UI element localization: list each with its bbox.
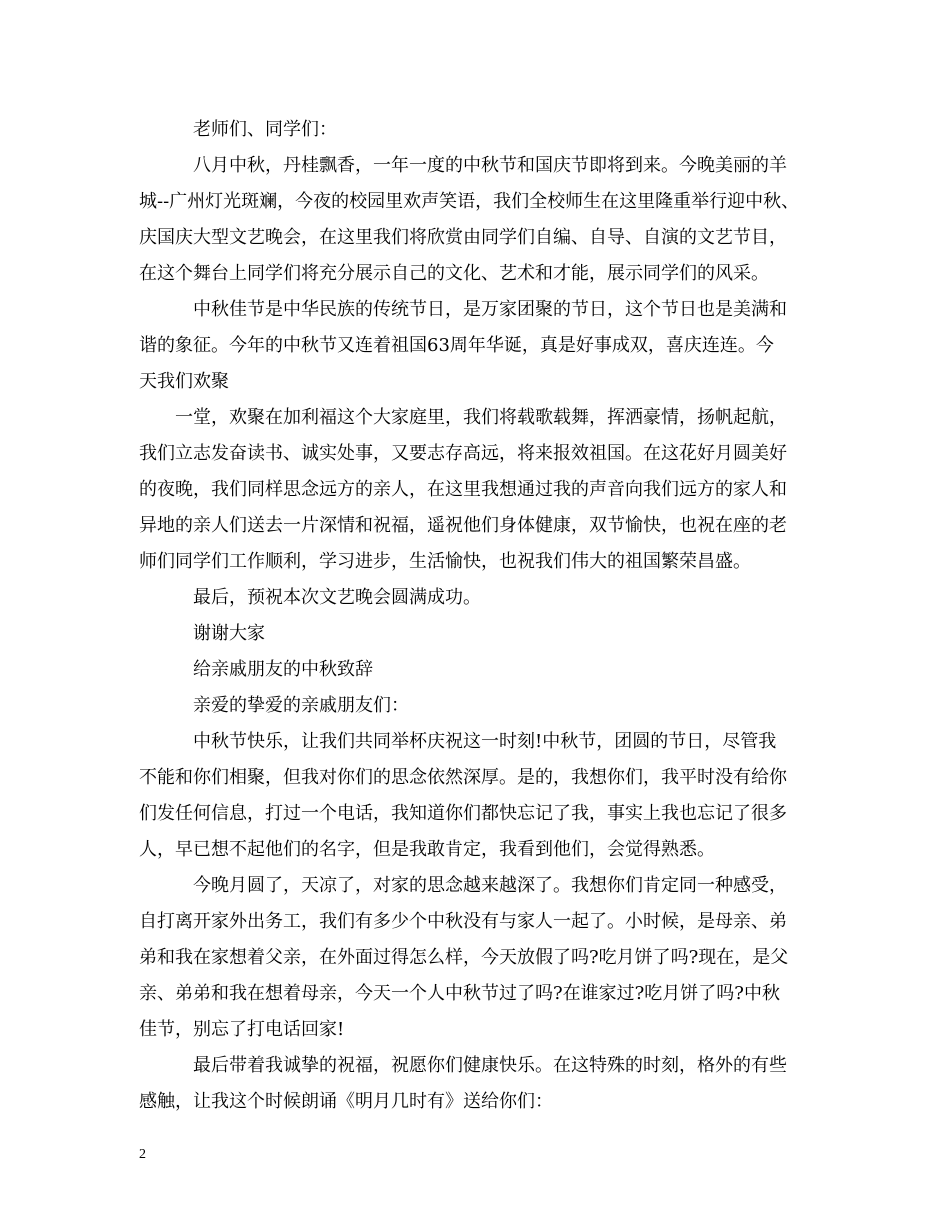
text-line: 在这个舞台上同学们将充分展示自己的文化、艺术和才能，展示同学们的风采。 [139, 263, 769, 284]
text-line: 感触，让我这个时候朗诵《明月几时有》送给你们： [139, 1091, 553, 1112]
text-line: 八月中秋，丹桂飘香，一年一度的中秋节和国庆节即将到来。今晚美丽的羊 [193, 155, 787, 176]
text-line: 中秋佳节是中华民族的传统节日，是万家团聚的节日，这个节日也是美满和 [193, 299, 787, 320]
text-line: 老师们、同学们： [193, 119, 337, 140]
text-line: 的夜晚，我们同样思念远方的亲人，在这里我想通过我的声音向我们远方的家人和 [139, 479, 787, 500]
text-line: 亲爱的挚爱的亲戚朋友们： [193, 695, 409, 716]
text-line: 一堂，欢聚在加利福这个大家庭里，我们将载歌载舞，挥洒豪情，扬帆起航， [175, 407, 787, 428]
text-line: 异地的亲人们送去一片深情和祝福，遥祝他们身体健康，双节愉快，也祝在座的老 [139, 515, 787, 536]
text-line: 天我们欢聚 [139, 371, 229, 392]
text-line: 佳节，别忘了打电话回家! [139, 1019, 345, 1040]
text-line: 中秋节快乐，让我们共同举杯庆祝这一时刻!中秋节，团圆的节日，尽管我 [193, 731, 777, 752]
text-line: 们发任何信息，打过一个电话，我知道你们都快忘记了我，事实上我也忘记了很多 [139, 803, 787, 824]
text-line: 弟和我在家想着父亲，在外面过得怎么样，今天放假了吗?吃月饼了吗?现在，是父 [139, 947, 789, 968]
text-line: 谐的象征。今年的中秋节又连着祖国63周年华诞，真是好事成双，喜庆连连。今 [139, 335, 774, 356]
text-line: 最后带着我诚挚的祝福，祝愿你们健康快乐。在这特殊的时刻，格外的有些 [193, 1055, 787, 1076]
text-line: 不能和你们相聚，但我对你们的思念依然深厚。是的，我想你们，我平时没有给你 [139, 767, 787, 788]
text-line: 师们同学们工作顺利，学习进步，生活愉快，也祝我们伟大的祖国繁荣昌盛。 [139, 551, 751, 572]
text-line: 谢谢大家 [193, 623, 265, 644]
text-line: 今晚月圆了，天凉了，对家的思念越来越深了。我想你们肯定同一种感受， [193, 875, 787, 896]
page-number: 2 [139, 1147, 146, 1162]
text-line: 给亲戚朋友的中秋致辞 [193, 659, 373, 680]
text-line: 城--广州灯光斑斓，今夜的校园里欢声笑语，我们全校师生在这里隆重举行迎中秋、 [139, 191, 800, 212]
text-line: 我们立志发奋读书、诚实处事，又要志存高远，将来报效祖国。在这花好月圆美好 [139, 443, 787, 464]
text-line: 庆国庆大型文艺晚会，在这里我们将欣赏由同学们自编、自导、自演的文艺节目， [139, 227, 787, 248]
text-line: 自打离开家外出务工，我们有多少个中秋没有与家人一起了。小时候，是母亲、弟 [139, 911, 787, 932]
text-line: 亲、弟弟和我在想着母亲，今天一个人中秋节过了吗?在谁家过?吃月饼了吗?中秋 [139, 983, 780, 1004]
text-line: 人，早已想不起他们的名字，但是我敢肯定，我看到他们，会觉得熟悉。 [139, 839, 715, 860]
text-line: 最后，预祝本次文艺晚会圆满成功。 [193, 587, 481, 608]
